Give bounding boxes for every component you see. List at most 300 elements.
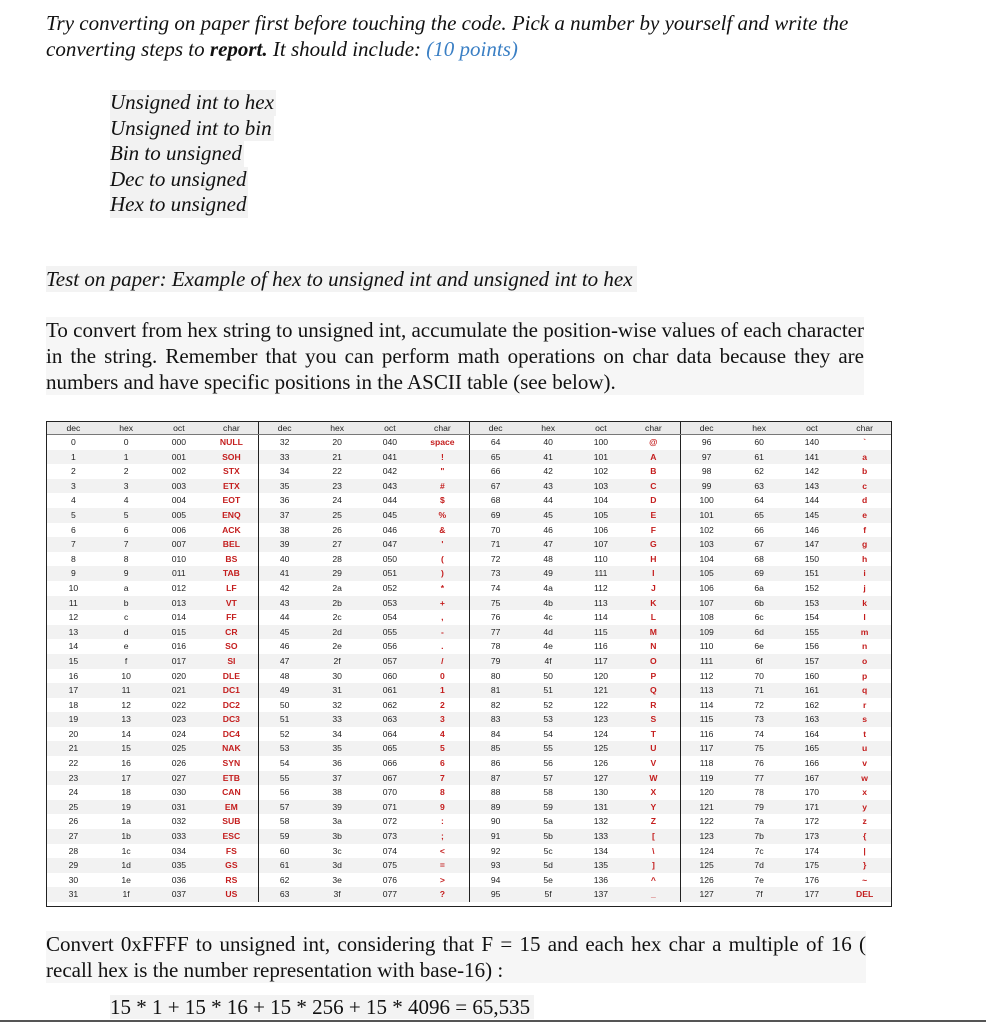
ascii-hex: 7a	[754, 816, 764, 827]
ascii-oct: 144	[804, 495, 820, 506]
ascii-dec: 68	[469, 493, 522, 508]
ascii-char: LF	[226, 582, 237, 593]
ascii-char: =	[416, 858, 469, 873]
ascii-char: SO	[225, 641, 238, 652]
ascii-oct: 020	[171, 670, 187, 681]
ascii-char: SUB	[222, 816, 241, 827]
ascii-oct: 120	[593, 670, 609, 681]
ascii-hex: 1	[100, 450, 153, 465]
ascii-dec: 51	[258, 712, 311, 727]
ascii-oct: 165	[786, 741, 839, 756]
ascii-header-dec: dec	[680, 422, 733, 435]
ascii-char: DC3	[205, 712, 258, 727]
ascii-char: I	[627, 566, 680, 581]
ascii-dec: 105	[680, 566, 733, 581]
ascii-char: BS	[225, 553, 238, 564]
ascii-hex: 47	[522, 537, 575, 552]
ascii-hex: 30	[332, 670, 342, 681]
ascii-dec: 76	[469, 610, 522, 625]
ascii-hex: 63	[733, 479, 786, 494]
ascii-header-oct: oct	[153, 422, 206, 435]
ascii-hex: 46	[543, 524, 553, 535]
ascii-hex: 5a	[543, 816, 553, 827]
ascii-oct: 107	[575, 537, 628, 552]
ascii-dec: 2	[70, 466, 76, 477]
ascii-hex: 4e	[543, 641, 553, 652]
ascii-hex: 6c	[754, 612, 764, 623]
ascii-char: RS	[225, 874, 238, 885]
ascii-row	[47, 610, 891, 625]
ascii-char: DEL	[838, 887, 891, 902]
ascii-hex: 64	[754, 495, 764, 506]
ascii-oct: 005	[153, 508, 206, 523]
ascii-char: |	[863, 845, 866, 856]
ascii-oct: 137	[575, 887, 628, 902]
ascii-char: ~	[862, 874, 868, 885]
test-heading: Test on paper: Example of hex to unsigned int and unsigned int to hex	[46, 266, 637, 292]
ascii-oct: 062	[382, 699, 398, 710]
ascii-hex: 57	[522, 771, 575, 786]
ascii-oct: 106	[593, 524, 609, 535]
ascii-oct: 024	[171, 728, 187, 739]
ascii-oct: 125	[575, 741, 628, 756]
ascii-oct: 143	[786, 479, 839, 494]
ascii-hex: 35	[311, 741, 364, 756]
ascii-hex: 11	[100, 683, 153, 698]
ascii-hex: 56	[543, 758, 553, 769]
ascii-oct: 057	[364, 654, 417, 669]
ascii-dec: 99	[680, 479, 733, 494]
ascii-dec: 81	[469, 683, 522, 698]
ascii-header-char: char	[416, 422, 469, 435]
ascii-oct: 131	[575, 800, 628, 815]
ascii-hex: 6f	[733, 654, 786, 669]
ascii-dec: 90	[469, 814, 522, 829]
ascii-dec: 117	[680, 741, 733, 756]
ascii-dec: 69	[469, 508, 522, 523]
ascii-oct: 056	[382, 641, 398, 652]
ascii-table	[46, 421, 892, 907]
ascii-dec: 37	[258, 508, 311, 523]
ascii-dec: 50	[258, 698, 311, 713]
ascii-dec: 1	[47, 450, 100, 465]
ascii-oct: 034	[171, 845, 187, 856]
ascii-hex: 34	[332, 728, 342, 739]
ascii-oct: 023	[153, 712, 206, 727]
ascii-oct: 054	[382, 612, 398, 623]
ascii-dec: 20	[68, 728, 79, 739]
ascii-char: EOT	[222, 495, 241, 506]
ascii-hex: 13	[100, 712, 153, 727]
ascii-char: 4	[439, 728, 445, 739]
ascii-row	[47, 537, 891, 552]
ascii-hex: 53	[522, 712, 575, 727]
ascii-oct: 134	[593, 845, 609, 856]
ascii-dec: 73	[469, 566, 522, 581]
step-item: Hex to unsigned	[110, 192, 247, 216]
ascii-dec: 118	[680, 756, 733, 771]
convert-paragraph: Convert 0xFFFF to unsigned int, considering that F = 15 and each hex char a multiple of 16 ( recall hex is the number representation with base-16) :	[46, 932, 866, 982]
ascii-hex: 62	[754, 466, 764, 477]
ascii-dec: 106	[680, 581, 733, 596]
ascii-char: c	[838, 479, 891, 494]
bottom-divider	[0, 1020, 986, 1022]
ascii-dec: 89	[469, 800, 522, 815]
ascii-char: v	[862, 758, 868, 769]
ascii-dec: 23	[47, 771, 100, 786]
ascii-row	[47, 581, 891, 596]
ascii-dec: 93	[469, 858, 522, 873]
ascii-hex: 75	[733, 741, 786, 756]
ascii-hex: 3c	[332, 845, 342, 856]
ascii-hex: 58	[543, 787, 553, 798]
ascii-char: T	[650, 728, 656, 739]
ascii-hex: 2c	[332, 612, 342, 623]
ascii-char: W	[627, 771, 680, 786]
ascii-row	[47, 844, 891, 859]
ascii-oct: 147	[786, 537, 839, 552]
ascii-oct: 001	[153, 450, 206, 465]
ascii-dec: 52	[258, 727, 311, 742]
ascii-char: 8	[439, 787, 445, 798]
ascii-hex: 4b	[522, 596, 575, 611]
ascii-oct: 115	[575, 625, 628, 640]
ascii-dec: 38	[258, 523, 311, 538]
ascii-oct: 171	[786, 800, 839, 815]
ascii-oct: 021	[153, 683, 206, 698]
ascii-dec: 114	[680, 698, 733, 713]
ascii-header-char: char	[205, 422, 258, 435]
ascii-oct: 011	[153, 566, 206, 581]
ascii-char: EM	[205, 800, 258, 815]
ascii-hex: 77	[733, 771, 786, 786]
ascii-char: s	[838, 712, 891, 727]
ascii-oct: 145	[786, 508, 839, 523]
ascii-char: O	[627, 654, 680, 669]
ascii-dec: 31	[47, 887, 100, 902]
ascii-char: DC2	[222, 699, 240, 710]
ascii-dec: 0	[70, 437, 76, 447]
ascii-char: SOH	[205, 450, 258, 465]
ascii-char: 5	[416, 741, 469, 756]
ascii-hex: 78	[754, 787, 764, 798]
ascii-char: 1	[416, 683, 469, 698]
ascii-oct: 102	[593, 466, 609, 477]
ascii-oct: 006	[171, 524, 187, 535]
ascii-char: GS	[205, 858, 258, 873]
ascii-dec: 56	[258, 785, 311, 800]
ascii-char: STX	[223, 466, 240, 477]
ascii-oct: 123	[575, 712, 628, 727]
ascii-char: n	[862, 641, 868, 652]
ascii-hex: 19	[100, 800, 153, 815]
ascii-dec: 94	[469, 873, 522, 888]
ascii-dec: 115	[680, 712, 733, 727]
ascii-header-row	[47, 422, 891, 435]
ascii-hex: 2	[123, 466, 129, 477]
ascii-hex: 4c	[543, 612, 553, 623]
ascii-char: N	[650, 641, 657, 652]
ascii-hex: 2a	[332, 582, 342, 593]
ascii-char: 0	[439, 670, 445, 681]
ascii-dec: 116	[680, 727, 733, 742]
ascii-row	[47, 698, 891, 713]
ascii-oct: 037	[153, 887, 206, 902]
ascii-dec: 47	[258, 654, 311, 669]
ascii-char: m	[838, 625, 891, 640]
ascii-char: A	[627, 450, 680, 465]
ascii-hex: 51	[522, 683, 575, 698]
ascii-char: L	[650, 612, 656, 623]
ascii-oct: 154	[804, 612, 820, 623]
ascii-char: $	[439, 495, 445, 506]
ascii-oct: 035	[153, 858, 206, 873]
ascii-hex: 1a	[121, 816, 131, 827]
ascii-char: E	[627, 508, 680, 523]
ascii-hex: 17	[100, 771, 153, 786]
ascii-dec: 88	[469, 785, 522, 800]
ascii-char: <	[439, 845, 445, 856]
ascii-oct: 014	[171, 612, 187, 623]
ascii-hex: 79	[733, 800, 786, 815]
ascii-dec: 61	[258, 858, 311, 873]
ascii-oct: 015	[153, 625, 206, 640]
ascii-row	[47, 741, 891, 756]
ascii-char: DC1	[205, 683, 258, 698]
ascii-oct: 133	[575, 829, 628, 844]
ascii-dec: 55	[258, 771, 311, 786]
ascii-oct: 073	[364, 829, 417, 844]
ascii-char: Y	[627, 800, 680, 815]
ascii-char: C	[627, 479, 680, 494]
ascii-hex: 48	[543, 553, 553, 564]
ascii-hex: 71	[733, 683, 786, 698]
ascii-row	[47, 596, 891, 611]
ascii-char: TAB	[205, 566, 258, 581]
ascii-oct: 036	[171, 874, 187, 885]
ascii-char: G	[627, 537, 680, 552]
ascii-char: y	[838, 800, 891, 815]
ascii-char: '	[416, 537, 469, 552]
ascii-header-oct: oct	[575, 422, 628, 435]
ascii-oct: 105	[575, 508, 628, 523]
ascii-dec: 29	[47, 858, 100, 873]
ascii-hex: 7f	[733, 887, 786, 902]
ascii-hex: 21	[311, 450, 364, 465]
ascii-char: V	[650, 758, 657, 769]
ascii-dec: 26	[68, 816, 79, 827]
ascii-oct: 162	[804, 699, 820, 710]
ascii-hex: 45	[522, 508, 575, 523]
ascii-hex: 10	[121, 670, 131, 681]
ascii-char: 7	[416, 771, 469, 786]
ascii-dec: 112	[680, 669, 733, 684]
ascii-oct: 072	[382, 816, 398, 827]
ascii-hex: 5e	[543, 874, 553, 885]
ascii-row	[47, 727, 891, 742]
ascii-hex: 70	[754, 670, 764, 681]
ascii-char: ?	[416, 887, 469, 902]
ascii-char: h	[862, 553, 868, 564]
ascii-dec: 57	[258, 800, 311, 815]
ascii-char: w	[838, 771, 891, 786]
ascii-row	[47, 625, 891, 640]
ascii-row	[47, 654, 891, 669]
ascii-char: ^	[650, 874, 656, 885]
ascii-oct: 074	[382, 845, 398, 856]
ascii-char: F	[650, 524, 656, 535]
ascii-char: +	[416, 596, 469, 611]
ascii-row	[47, 435, 891, 450]
ascii-char: {	[838, 829, 891, 844]
ascii-hex: 3a	[332, 816, 342, 827]
ascii-hex: 3e	[332, 874, 342, 885]
ascii-dec: 124	[680, 844, 733, 859]
ascii-dec: 92	[469, 844, 522, 859]
ascii-char: ;	[416, 829, 469, 844]
ascii-hex: 4a	[543, 582, 553, 593]
ascii-oct: 030	[171, 787, 187, 798]
ascii-hex: 0	[123, 437, 129, 447]
ascii-dec: 39	[258, 537, 311, 552]
ascii-hex: 36	[332, 758, 342, 769]
ascii-hex: 1e	[121, 874, 131, 885]
ascii-hex: 27	[311, 537, 364, 552]
ascii-header-hex: hex	[311, 422, 364, 435]
ascii-oct: 025	[153, 741, 206, 756]
ascii-oct: 046	[382, 524, 398, 535]
ascii-oct: 132	[593, 816, 609, 827]
intro-text-after: It should include:	[267, 37, 427, 61]
ascii-hex: 1c	[121, 845, 131, 856]
ascii-hex: 37	[311, 771, 364, 786]
ascii-hex: 42	[543, 466, 553, 477]
ascii-char: CR	[205, 625, 258, 640]
ascii-hex: 7e	[754, 874, 764, 885]
ascii-oct: 140	[804, 437, 820, 447]
ascii-row	[47, 523, 891, 538]
step-item: Dec to unsigned	[110, 166, 247, 191]
ascii-oct: 002	[171, 466, 187, 477]
points-label: (10 points)	[426, 37, 518, 61]
ascii-hex: 18	[121, 787, 131, 798]
ascii-dec: 91	[469, 829, 522, 844]
ascii-hex: 7b	[733, 829, 786, 844]
ascii-hex: 3b	[311, 829, 364, 844]
ascii-char: [	[627, 829, 680, 844]
ascii-hex: 49	[522, 566, 575, 581]
ascii-row	[47, 771, 891, 786]
ascii-hex: 68	[754, 553, 764, 564]
ascii-oct: 170	[804, 787, 820, 798]
ascii-dec: 16	[68, 670, 79, 681]
ascii-row	[47, 479, 891, 494]
ascii-char: /	[416, 654, 469, 669]
ascii-header-oct: oct	[786, 422, 839, 435]
ascii-row	[47, 873, 891, 888]
ascii-dec: 32	[258, 435, 311, 450]
ascii-char: NULL	[219, 437, 243, 447]
ascii-hex: 40	[543, 437, 553, 447]
ascii-char: US	[205, 887, 258, 902]
ascii-hex: 28	[332, 553, 342, 564]
ascii-oct: 153	[786, 596, 839, 611]
ascii-dec: 72	[469, 552, 522, 567]
ascii-oct: 117	[575, 654, 628, 669]
ascii-hex: 3f	[311, 887, 364, 902]
ascii-dec: 75	[469, 596, 522, 611]
ascii-hex: 6d	[733, 625, 786, 640]
ascii-dec: 87	[469, 771, 522, 786]
ascii-oct: 040	[382, 437, 398, 447]
ascii-hex: 4f	[522, 654, 575, 669]
ascii-oct: 044	[382, 495, 398, 506]
ascii-dec: 8	[70, 553, 76, 564]
ascii-hex: 7	[100, 537, 153, 552]
ascii-header-char: char	[838, 422, 891, 435]
ascii-hex: f	[100, 654, 153, 669]
ascii-char: SI	[205, 654, 258, 669]
ascii-char: Q	[627, 683, 680, 698]
ascii-char: P	[650, 670, 657, 681]
ascii-char: t	[863, 728, 867, 739]
ascii-char: b	[862, 466, 868, 477]
ascii-oct: 033	[153, 829, 206, 844]
ascii-oct: 127	[575, 771, 628, 786]
ascii-dec: 11	[47, 596, 100, 611]
ascii-row	[47, 785, 891, 800]
ascii-dec: 22	[68, 758, 79, 769]
step-item: Bin to unsigned	[110, 141, 242, 165]
ascii-char: x	[862, 787, 868, 798]
ascii-hex: 4	[123, 495, 129, 506]
ascii-dec: 30	[68, 874, 79, 885]
ascii-oct: 066	[382, 758, 398, 769]
ascii-oct: 026	[171, 758, 187, 769]
ascii-char: .	[441, 641, 444, 652]
ascii-hex: 2e	[332, 641, 342, 652]
ascii-hex: 25	[311, 508, 364, 523]
ascii-hex: 1f	[100, 887, 153, 902]
ascii-dec: 121	[680, 800, 733, 815]
formula: 15 * 1 + 15 * 16 + 15 * 256 + 15 * 4096 = 65,535	[110, 995, 534, 1019]
ascii-dec: 110	[680, 639, 733, 654]
ascii-row	[47, 639, 891, 654]
ascii-dec: 66	[469, 464, 522, 479]
ascii-hex: 9	[100, 566, 153, 581]
ascii-dec: 3	[47, 479, 100, 494]
ascii-dec: 27	[47, 829, 100, 844]
ascii-row	[47, 552, 891, 567]
ascii-oct: 032	[171, 816, 187, 827]
ascii-header-dec: dec	[47, 422, 100, 435]
ascii-oct: 053	[364, 596, 417, 611]
ascii-hex: 52	[543, 699, 553, 710]
ascii-hex: 26	[332, 524, 342, 535]
ascii-hex: 50	[543, 670, 553, 681]
ascii-char: VT	[205, 596, 258, 611]
ascii-hex: 69	[733, 566, 786, 581]
ascii-oct: 017	[153, 654, 206, 669]
ascii-char: j	[863, 582, 866, 593]
ascii-dec: 108	[680, 610, 733, 625]
ascii-oct: 055	[364, 625, 417, 640]
intro-paragraph	[46, 10, 906, 62]
ascii-row	[47, 566, 891, 581]
ascii-oct: 122	[593, 699, 609, 710]
ascii-dec: 45	[258, 625, 311, 640]
ascii-oct: 176	[804, 874, 820, 885]
